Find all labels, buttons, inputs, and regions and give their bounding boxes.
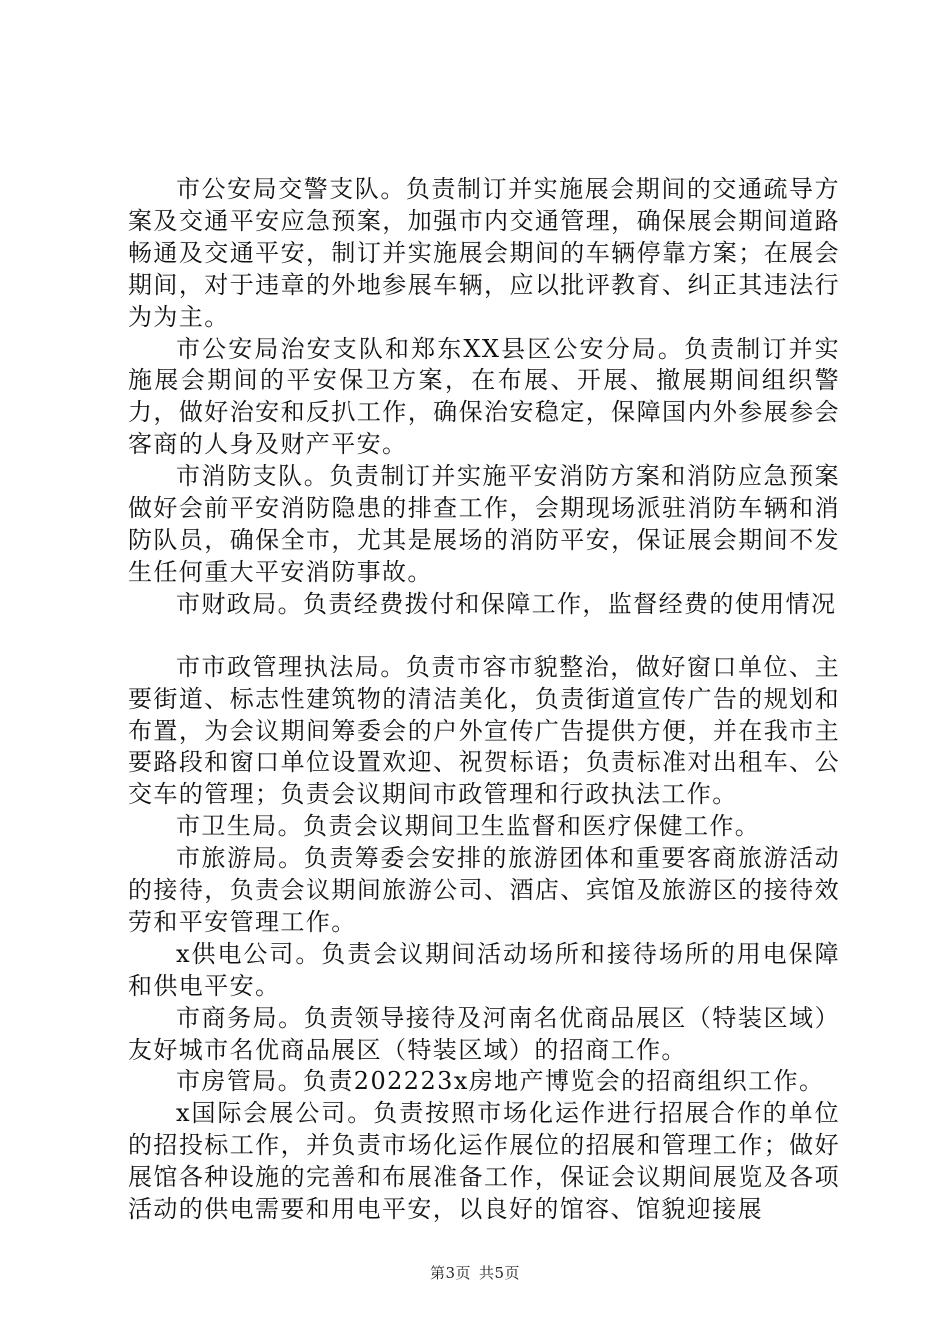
- paragraph-housing-bureau: 市房管局。负责202223x房地产博览会的招商组织工作。: [176, 1067, 825, 1096]
- paragraph-health-bureau: 市卫生局。负责会议期间卫生监督和医疗保健工作。: [176, 812, 761, 841]
- paragraph-exhibition-company: x国际会展公司。负责按照市场化运作进行招展合作的单位的招投标工作，并负责市场化运作展位的招展和管理工作；做好展馆各种设施的完善和布展准备工作，保证会议期间展览及各项活动的供电需要和用电平安，以良好的馆容、馆貌迎接展: [128, 1099, 840, 1224]
- paragraph-fire-brigade: 市消防支队。负责制订并实施平安消防方案和消防应急预案做好会前平安消防隐患的排查工作，会期现场派驻消防车辆和消防队员，确保全市，尤其是展场的消防平安，保证展会期间不发生任何重大平安消防事故。: [128, 462, 840, 586]
- paragraph-municipal-administration: 市市政管理执法局。负责市容市貌整治，做好窗口单位、主要街道、标志性建筑物的清洁美化，负责街道宣传广告的规划和布置，为会议期间筹委会的户外宣传广告提供方便，并在我市主要路段和窗口单位设置欢迎、祝贺标语；负责标准对出租车、公交车的管理；负责会议期间市政管理和行政执法工作。: [128, 652, 840, 809]
- paragraph-public-security: 市公安局治安支队和郑东XX县区公安分局。负责制订并实施展会期间的平安保卫方案，在布展、开展、撤展期间组织警力，做好治安和反扒工作，确保治安稳定，保障国内外参展参会客商的人身及财产平安。: [128, 334, 840, 459]
- page-number: 第3页: [429, 1264, 471, 1282]
- paragraph-traffic-police: 市公安局交警支队。负责制订并实施展会期间的交通疏导方案及交通平安应急预案，加强市内交通管理，确保展会期间道路畅通及交通平安，制订并实施展会期间的车辆停靠方案；在展会期间，对于违章的外地参展车辆，应以批评教育、纠正其违法行为为主。: [128, 175, 840, 331]
- paragraph-finance-bureau: 市财政局。负责经费拨付和保障工作，监督经费的使用情况: [176, 589, 837, 618]
- paragraph-commerce-bureau: 市商务局。负责领导接待及河南名优商品展区（特装区域）友好城市名优商品展区（特装区域）的招商工作。: [128, 1003, 840, 1064]
- page-footer: [0, 1262, 950, 1283]
- page-total: 共5页: [479, 1264, 521, 1282]
- document-body: [128, 174, 840, 1226]
- paragraph-power-company: x供电公司。负责会议期间活动场所和接待场所的用电保障和供电平安。: [128, 939, 840, 1000]
- paragraph-tourism-bureau: 市旅游局。负责筹委会安排的旅游团体和重要客商旅游活动的接待，负责会议期间旅游公司、酒店、宾馆及旅游区的接待效劳和平安管理工作。: [128, 844, 840, 936]
